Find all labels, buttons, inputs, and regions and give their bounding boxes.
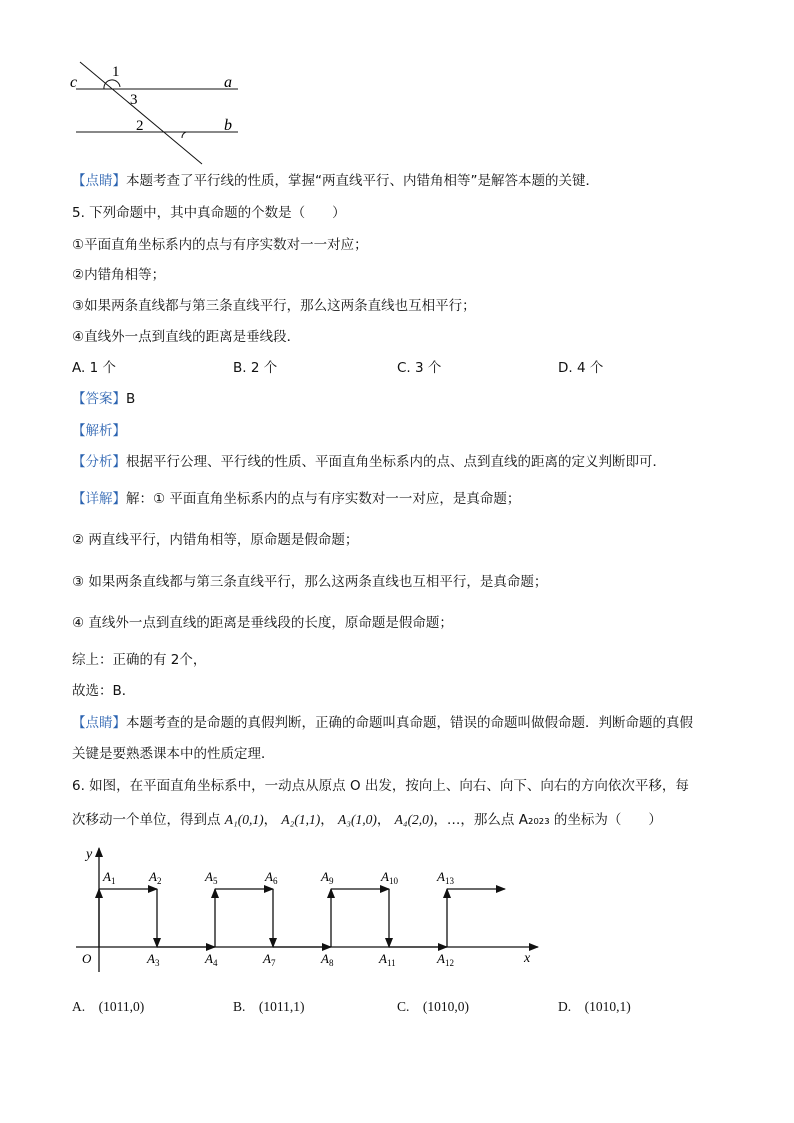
point-label-a9: $A_9$ <box>321 869 334 886</box>
line-c <box>80 62 202 164</box>
point-labels <box>102 869 454 968</box>
parallel-lines-figure <box>68 58 248 168</box>
q5-proposition-2: ②内错角相等； <box>72 267 166 283</box>
dianjing-1-text: 本题考查了平行线的性质，掌握“两直线平行、内错角相等”是解答本题的关键． <box>126 173 599 189</box>
fenxi-tag: 【分析】 <box>72 454 126 470</box>
q6-point-a4: A₄(2,0) <box>394 812 434 827</box>
q5-stem: 5. 下列命题中，其中真命题的个数是（ ） <box>72 205 346 221</box>
dianjing-2b: 关键是要熟悉课本中的性质定理． <box>72 746 275 762</box>
dianjing-2a-text: 本题考查的是命题的真假判断，正确的命题叫真命题，错误的命题叫做假命题．判断命题的真假 <box>126 715 693 731</box>
dianjing-tag-2: 【点睛】 <box>72 715 126 731</box>
point-label-a1: $A_1$ <box>103 869 116 886</box>
label-angle-1: 1 <box>112 64 120 80</box>
path-arrows <box>99 889 505 947</box>
q6-option-d: D. (1010,1) <box>558 999 631 1014</box>
point-label-a5: $A_5$ <box>205 869 218 886</box>
point-label-a2: $A_2$ <box>149 869 162 886</box>
dianjing-2a <box>72 714 693 732</box>
point-label-a3: $A_3$ <box>147 951 160 968</box>
fenxi-text: 根据平行公理、平行线的性质、平面直角坐标系内的点、点到直线的距离的定义判断即可． <box>126 454 666 470</box>
y-axis-label: y <box>86 847 93 862</box>
q5-option-d: D. 4 个 <box>558 360 604 376</box>
answer-line <box>72 390 135 408</box>
q6-line2-post: ，…，那么点 A₂₀₂₃ 的坐标为（ ） <box>433 812 662 828</box>
coordinate-path-figure <box>72 842 552 977</box>
q6-option-a: A. (1011,0) <box>72 999 145 1014</box>
answer-tag: 【答案】 <box>72 391 126 407</box>
q5-proposition-1: ①平面直角坐标系内的点与有序实数对一一对应； <box>72 237 368 253</box>
point-label-a6: $A_6$ <box>265 869 278 886</box>
angle-2-arc <box>182 132 186 138</box>
point-label-a12: $A_{12}$ <box>437 951 454 968</box>
point-label-a4: $A_4$ <box>205 951 218 968</box>
point-label-a10: $A_{10}$ <box>381 869 398 886</box>
q6-option-c: C. (1010,0) <box>397 999 469 1014</box>
q5-option-b: B. 2 个 <box>233 360 278 376</box>
xiangjie-line-1 <box>72 490 520 508</box>
label-b: b <box>224 117 232 134</box>
q5-proposition-3: ③如果两条直线都与第三条直线平行，那么这两条直线也互相平行； <box>72 298 476 314</box>
point-label-a8: $A_8$ <box>321 951 334 968</box>
label-angle-3: 3 <box>130 92 138 108</box>
q6-option-b: B. (1011,1) <box>233 999 305 1014</box>
point-label-a11: $A_{11}$ <box>379 951 396 968</box>
q5-option-a: A. 1 个 <box>72 360 116 376</box>
guxuan-line: 故选：B． <box>72 683 136 699</box>
xiangjie-line-3: ③ 如果两条直线都与第三条直线平行，那么这两条直线也互相平行，是真命题； <box>72 574 548 590</box>
q6-point-a3: A₃(1,0) <box>338 812 377 827</box>
label-c: c <box>70 74 78 91</box>
xiangjie-line-4: ④ 直线外一点到直线的距离是垂线段的长度，原命题是假命题； <box>72 615 453 631</box>
q6-point-a1: A₁(0,1) <box>224 812 264 827</box>
dianjing-tag: 【点睛】 <box>72 173 126 189</box>
q6-point-a2: A₂(1,1) <box>281 812 321 827</box>
q6-line2-pre: 次移动一个单位，得到点 <box>72 812 221 828</box>
xiangjie-tag: 【详解】 <box>72 491 126 507</box>
q6-stem-line-2: 次移动一个单位，得到点 A₁(0,1)， A₂(1,1)， A₃(1,0)， A₄(2,0)，…，那么点 A₂₀₂₃ 的坐标为（ ） <box>72 812 662 828</box>
q5-option-c: C. 3 个 <box>397 360 442 376</box>
answer-value: B <box>126 391 136 407</box>
point-label-a7: $A_7$ <box>263 951 276 968</box>
point-label-a13: $A_{13}$ <box>437 869 454 886</box>
fenxi-line <box>72 453 666 471</box>
origin-label: O <box>82 951 92 966</box>
label-a: a <box>224 74 232 91</box>
label-angle-2: 2 <box>136 118 144 134</box>
xiangjie-1-text: 解：① 平面直角坐标系内的点与有序实数对一一对应，是真命题； <box>126 491 521 507</box>
q6-stem-line-1: 6. 如图，在平面直角坐标系中，一动点从原点 O 出发，按向上、向右、向下、向右的方向依次平移，每 <box>72 778 689 794</box>
x-axis-label: x <box>524 951 531 966</box>
xiangjie-line-2: ② 两直线平行，内错角相等，原命题是假命题； <box>72 532 359 548</box>
zongshang-line: 综上：正确的有 2个， <box>72 652 207 668</box>
q5-proposition-4: ④直线外一点到直线的距离是垂线段． <box>72 329 301 345</box>
dianjing-1 <box>72 172 599 190</box>
jiexi-tag: 【解析】 <box>72 423 126 439</box>
